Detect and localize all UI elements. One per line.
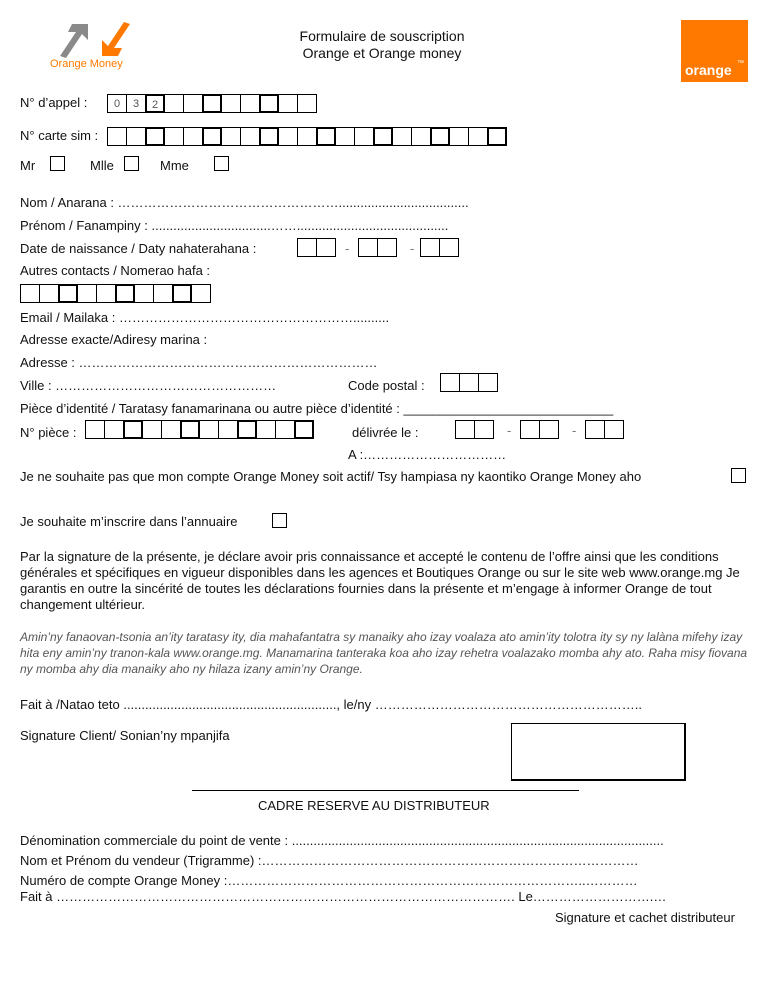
digit-box[interactable] bbox=[259, 94, 279, 113]
appel-label: N° d’appel : bbox=[20, 95, 88, 110]
digit-box[interactable] bbox=[85, 420, 105, 439]
delivree-label: délivrée le : bbox=[352, 425, 419, 440]
digit-box[interactable] bbox=[278, 94, 298, 113]
dob-label: Date de naissance / Daty nahaterahana : bbox=[20, 241, 257, 256]
digit-box[interactable] bbox=[256, 420, 276, 439]
prenom-field[interactable]: Prénom / Fanampiny : .................................…….......................................... bbox=[20, 218, 449, 233]
digit-box[interactable] bbox=[58, 284, 78, 303]
digit-box[interactable] bbox=[77, 284, 97, 303]
fait-a-field[interactable]: Fait à /Natao teto ..........................................................., le/ny …………………………………………………….. bbox=[20, 697, 642, 712]
date-box[interactable] bbox=[585, 420, 605, 439]
autres-contacts-label: Autres contacts / Nomerao hafa : bbox=[20, 263, 211, 278]
digit-box[interactable] bbox=[153, 284, 173, 303]
digit-box[interactable] bbox=[126, 127, 146, 146]
digit-box[interactable] bbox=[275, 420, 295, 439]
digit-box[interactable] bbox=[218, 420, 238, 439]
denomination-field[interactable]: Dénomination commerciale du point de vente : ....................................................................................................... bbox=[20, 833, 664, 848]
digit-box[interactable] bbox=[172, 284, 192, 303]
orange-brand-logo bbox=[681, 20, 748, 82]
digit-box[interactable] bbox=[221, 94, 241, 113]
dob-dash: - bbox=[345, 241, 350, 256]
annuaire-label: Je souhaite m’inscrire dans l’annuaire bbox=[20, 514, 238, 529]
dob-box[interactable] bbox=[439, 238, 459, 257]
code-postal-label: Code postal : bbox=[348, 378, 425, 393]
postal-box[interactable] bbox=[478, 373, 498, 392]
civility-mlle-label: Mlle bbox=[90, 158, 114, 173]
digit-box[interactable] bbox=[449, 127, 469, 146]
digit-box[interactable] bbox=[392, 127, 412, 146]
email-field[interactable]: Email / Mailaka : ……………………………………………….......... bbox=[20, 310, 390, 325]
signature-client-box[interactable] bbox=[511, 723, 686, 781]
date-box[interactable] bbox=[455, 420, 475, 439]
digit-box[interactable]: 2 bbox=[145, 94, 165, 113]
declaration-text: Par la signature de la présente, je déclare avoir pris connaissance et accepté le contenu de l’offre ainsi que les conditions générales et spécifiques en vigueur disponibles dans les agences et Boutiques Orange ou sur le site web www.orange.mg Je garantis en outre la sincérité de toutes les déclarations fournies dans la présente et m’engage à informer Orange de tout changement ultérieur. bbox=[20, 549, 740, 612]
dob-box[interactable] bbox=[358, 238, 378, 257]
date-box[interactable] bbox=[539, 420, 559, 439]
arrows-logo-icon bbox=[52, 20, 132, 58]
digit-box[interactable] bbox=[183, 94, 203, 113]
dob-box[interactable] bbox=[316, 238, 336, 257]
digit-box[interactable] bbox=[240, 127, 260, 146]
digit-box[interactable] bbox=[297, 94, 317, 113]
delivree-month-boxes[interactable] bbox=[520, 420, 558, 439]
vendeur-field[interactable]: Nom et Prénom du vendeur (Trigramme) :…………………………………………………………………………… bbox=[20, 853, 639, 868]
civility-mr-label: Mr bbox=[20, 158, 36, 173]
digit-box[interactable] bbox=[354, 127, 374, 146]
appel-number-boxes[interactable] bbox=[107, 94, 316, 113]
dob-year-boxes[interactable] bbox=[420, 238, 458, 257]
adresse-field[interactable]: Adresse : …………………………………………………………… bbox=[20, 355, 378, 370]
digit-box[interactable]: 3 bbox=[126, 94, 146, 113]
digit-box[interactable] bbox=[145, 127, 165, 146]
piece-identite-field[interactable]: Pièce d’identité / Taratasy fanamarinana ou autre pièce d’identité : _____________________________ bbox=[20, 401, 614, 416]
delivree-day-boxes[interactable] bbox=[455, 420, 493, 439]
digit-box[interactable] bbox=[468, 127, 488, 146]
brand-text: orange bbox=[685, 62, 732, 78]
postal-box[interactable] bbox=[459, 373, 479, 392]
not-active-checkbox[interactable] bbox=[731, 468, 746, 483]
sim-number-boxes[interactable] bbox=[107, 127, 506, 146]
distributor-divider bbox=[192, 790, 579, 791]
num-piece-label: N° pièce : bbox=[20, 425, 77, 440]
delivree-year-boxes[interactable] bbox=[585, 420, 623, 439]
digit-box[interactable] bbox=[164, 127, 184, 146]
dob-month-boxes[interactable] bbox=[358, 238, 396, 257]
digit-box[interactable] bbox=[316, 127, 336, 146]
digit-box[interactable] bbox=[487, 127, 507, 146]
dob-box[interactable] bbox=[420, 238, 440, 257]
digit-box[interactable] bbox=[240, 94, 260, 113]
digit-box[interactable] bbox=[183, 127, 203, 146]
date-box[interactable] bbox=[520, 420, 540, 439]
distributor-heading: CADRE RESERVE AU DISTRIBUTEUR bbox=[258, 798, 490, 813]
civility-mme-checkbox[interactable] bbox=[214, 156, 229, 171]
a-field[interactable]: A :…………………………… bbox=[348, 447, 507, 462]
digit-box[interactable] bbox=[134, 284, 154, 303]
digit-box[interactable]: 0 bbox=[107, 94, 127, 113]
dob-box[interactable] bbox=[297, 238, 317, 257]
digit-box[interactable] bbox=[199, 420, 219, 439]
digit-box[interactable] bbox=[237, 420, 257, 439]
digit-box[interactable] bbox=[202, 127, 222, 146]
signature-client-label: Signature Client/ Sonian’ny mpanjifa bbox=[20, 728, 230, 743]
digit-box[interactable] bbox=[294, 420, 314, 439]
adresse-exacte-label: Adresse exacte/Adiresy marina : bbox=[20, 332, 208, 347]
orange-money-logo bbox=[50, 20, 140, 72]
digit-box[interactable] bbox=[96, 284, 116, 303]
dob-day-boxes[interactable] bbox=[297, 238, 335, 257]
num-piece-boxes[interactable] bbox=[85, 420, 313, 439]
distributor-fait-a-field[interactable]: Fait à ……………………………………………………………………………………………. Le……………………….… bbox=[20, 889, 667, 904]
digit-box[interactable] bbox=[180, 420, 200, 439]
logo-text: Orange Money bbox=[50, 58, 123, 70]
digit-box[interactable] bbox=[373, 127, 393, 146]
civility-mr-checkbox[interactable] bbox=[50, 156, 65, 171]
digit-box[interactable] bbox=[297, 127, 317, 146]
digit-box[interactable] bbox=[335, 127, 355, 146]
digit-box[interactable] bbox=[278, 127, 298, 146]
digit-box[interactable] bbox=[39, 284, 59, 303]
digit-box[interactable] bbox=[142, 420, 162, 439]
digit-box[interactable] bbox=[430, 127, 450, 146]
code-postal-boxes[interactable] bbox=[440, 373, 497, 392]
distributor-signature-label: Signature et cachet distributeur bbox=[555, 910, 735, 925]
delivree-dash: - bbox=[507, 423, 512, 438]
digit-box[interactable] bbox=[161, 420, 181, 439]
title-line-2: Orange et Orange money bbox=[302, 45, 462, 61]
ville-field[interactable]: Ville : …………………………………………… bbox=[20, 378, 277, 393]
civility-mme-label: Mme bbox=[160, 158, 189, 173]
autres-contacts-boxes[interactable] bbox=[20, 284, 210, 303]
digit-box[interactable] bbox=[20, 284, 40, 303]
civility-mlle-checkbox[interactable] bbox=[124, 156, 139, 171]
digit-box[interactable] bbox=[123, 420, 143, 439]
sim-label: N° carte sim : bbox=[20, 128, 99, 143]
digit-box[interactable] bbox=[411, 127, 431, 146]
postal-box[interactable] bbox=[440, 373, 460, 392]
brand-tm: ™ bbox=[737, 60, 744, 67]
annuaire-checkbox[interactable] bbox=[272, 513, 287, 528]
dob-dash: - bbox=[410, 241, 415, 256]
delivree-dash: - bbox=[572, 423, 577, 438]
compte-field[interactable]: Numéro de compte Orange Money :………………………………………………………………………..………… bbox=[20, 873, 638, 888]
declaration-malagasy-text: Amin’ny fanaovan-tsonia an’ity taratasy ity, dia mahafantatra sy manaiky aho izay voalaza ato amin’ity tolotra ity sy ny lalàna mifehy izay hita eny amin’ny tranon-kala www.orange.mg. Manamarina tanteraka koa aho izay rehetra voalazako momba ahy ato. Raha misy fiovana ny momba ahy dia manaiky aho ny hilaza izany amin’ny Orange. bbox=[20, 630, 748, 676]
digit-box[interactable] bbox=[202, 94, 222, 113]
digit-box[interactable] bbox=[164, 94, 184, 113]
digit-box[interactable] bbox=[259, 127, 279, 146]
digit-box[interactable] bbox=[115, 284, 135, 303]
digit-box[interactable] bbox=[221, 127, 241, 146]
digit-box[interactable] bbox=[107, 127, 127, 146]
digit-box[interactable] bbox=[191, 284, 211, 303]
date-box[interactable] bbox=[604, 420, 624, 439]
dob-box[interactable] bbox=[377, 238, 397, 257]
nom-field[interactable]: Nom / Anarana : …………………………………………….................................... bbox=[20, 195, 469, 210]
digit-box[interactable] bbox=[104, 420, 124, 439]
title-line-1: Formulaire de souscription bbox=[299, 28, 465, 44]
date-box[interactable] bbox=[474, 420, 494, 439]
not-active-label: Je ne souhaite pas que mon compte Orange Money soit actif/ Tsy hampiasa ny kaontiko Orange Money aho bbox=[20, 469, 642, 484]
form-title bbox=[252, 28, 512, 62]
